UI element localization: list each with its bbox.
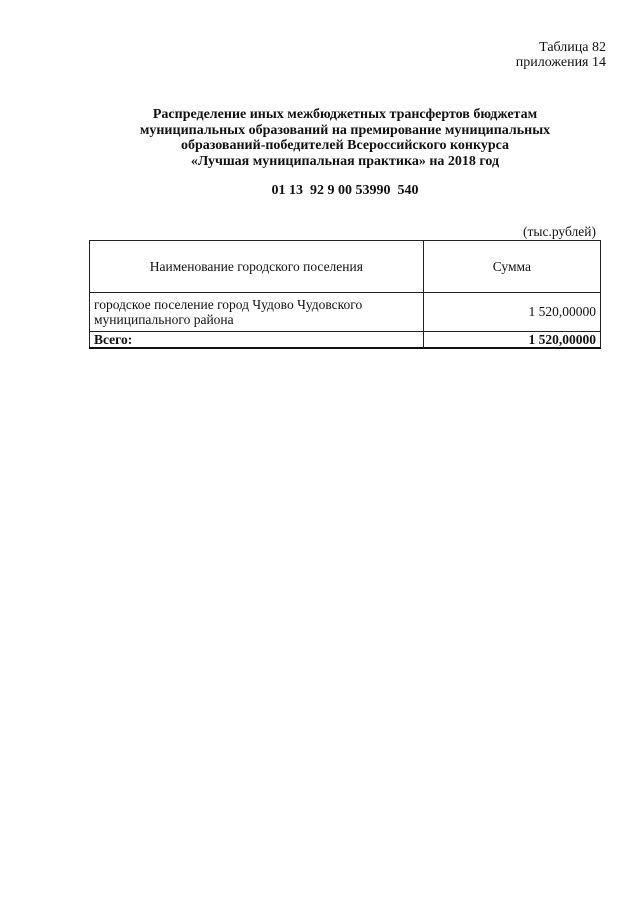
budget-classification-code: 01 13 92 9 00 53990 540	[271, 183, 419, 198]
table-header-row	[90, 241, 601, 293]
total-label: Всего:	[90, 332, 424, 349]
title-line-4: «Лучшая муниципальная практика» на 2018 год	[190, 153, 500, 169]
appendix-number: приложения 14	[515, 55, 606, 70]
total-sum: 1 520,00000	[423, 332, 600, 349]
table-row	[90, 293, 601, 332]
table-number: Таблица 82	[539, 40, 606, 55]
title-line-1: Распределение иных межбюджетных трансфертов бюджетам	[152, 107, 538, 122]
header-sum: Сумма	[423, 241, 600, 293]
title-line-3: образований-победителей Всероссийского конкурса	[180, 138, 510, 153]
total-row	[90, 332, 601, 349]
distribution-table	[89, 240, 601, 349]
document-title	[90, 107, 600, 169]
settlement-sum-cell: 1 520,00000	[423, 293, 600, 332]
header-settlement-name: Наименование городского поселения	[90, 241, 424, 293]
units-label: (тыс.рублей)	[523, 224, 596, 239]
appendix-reference	[516, 40, 606, 70]
title-line-2: муниципальных образований на премирование муниципальных	[139, 122, 551, 138]
settlement-name-cell: городское поселение город Чудово Чудовского муниципального района	[90, 293, 424, 332]
